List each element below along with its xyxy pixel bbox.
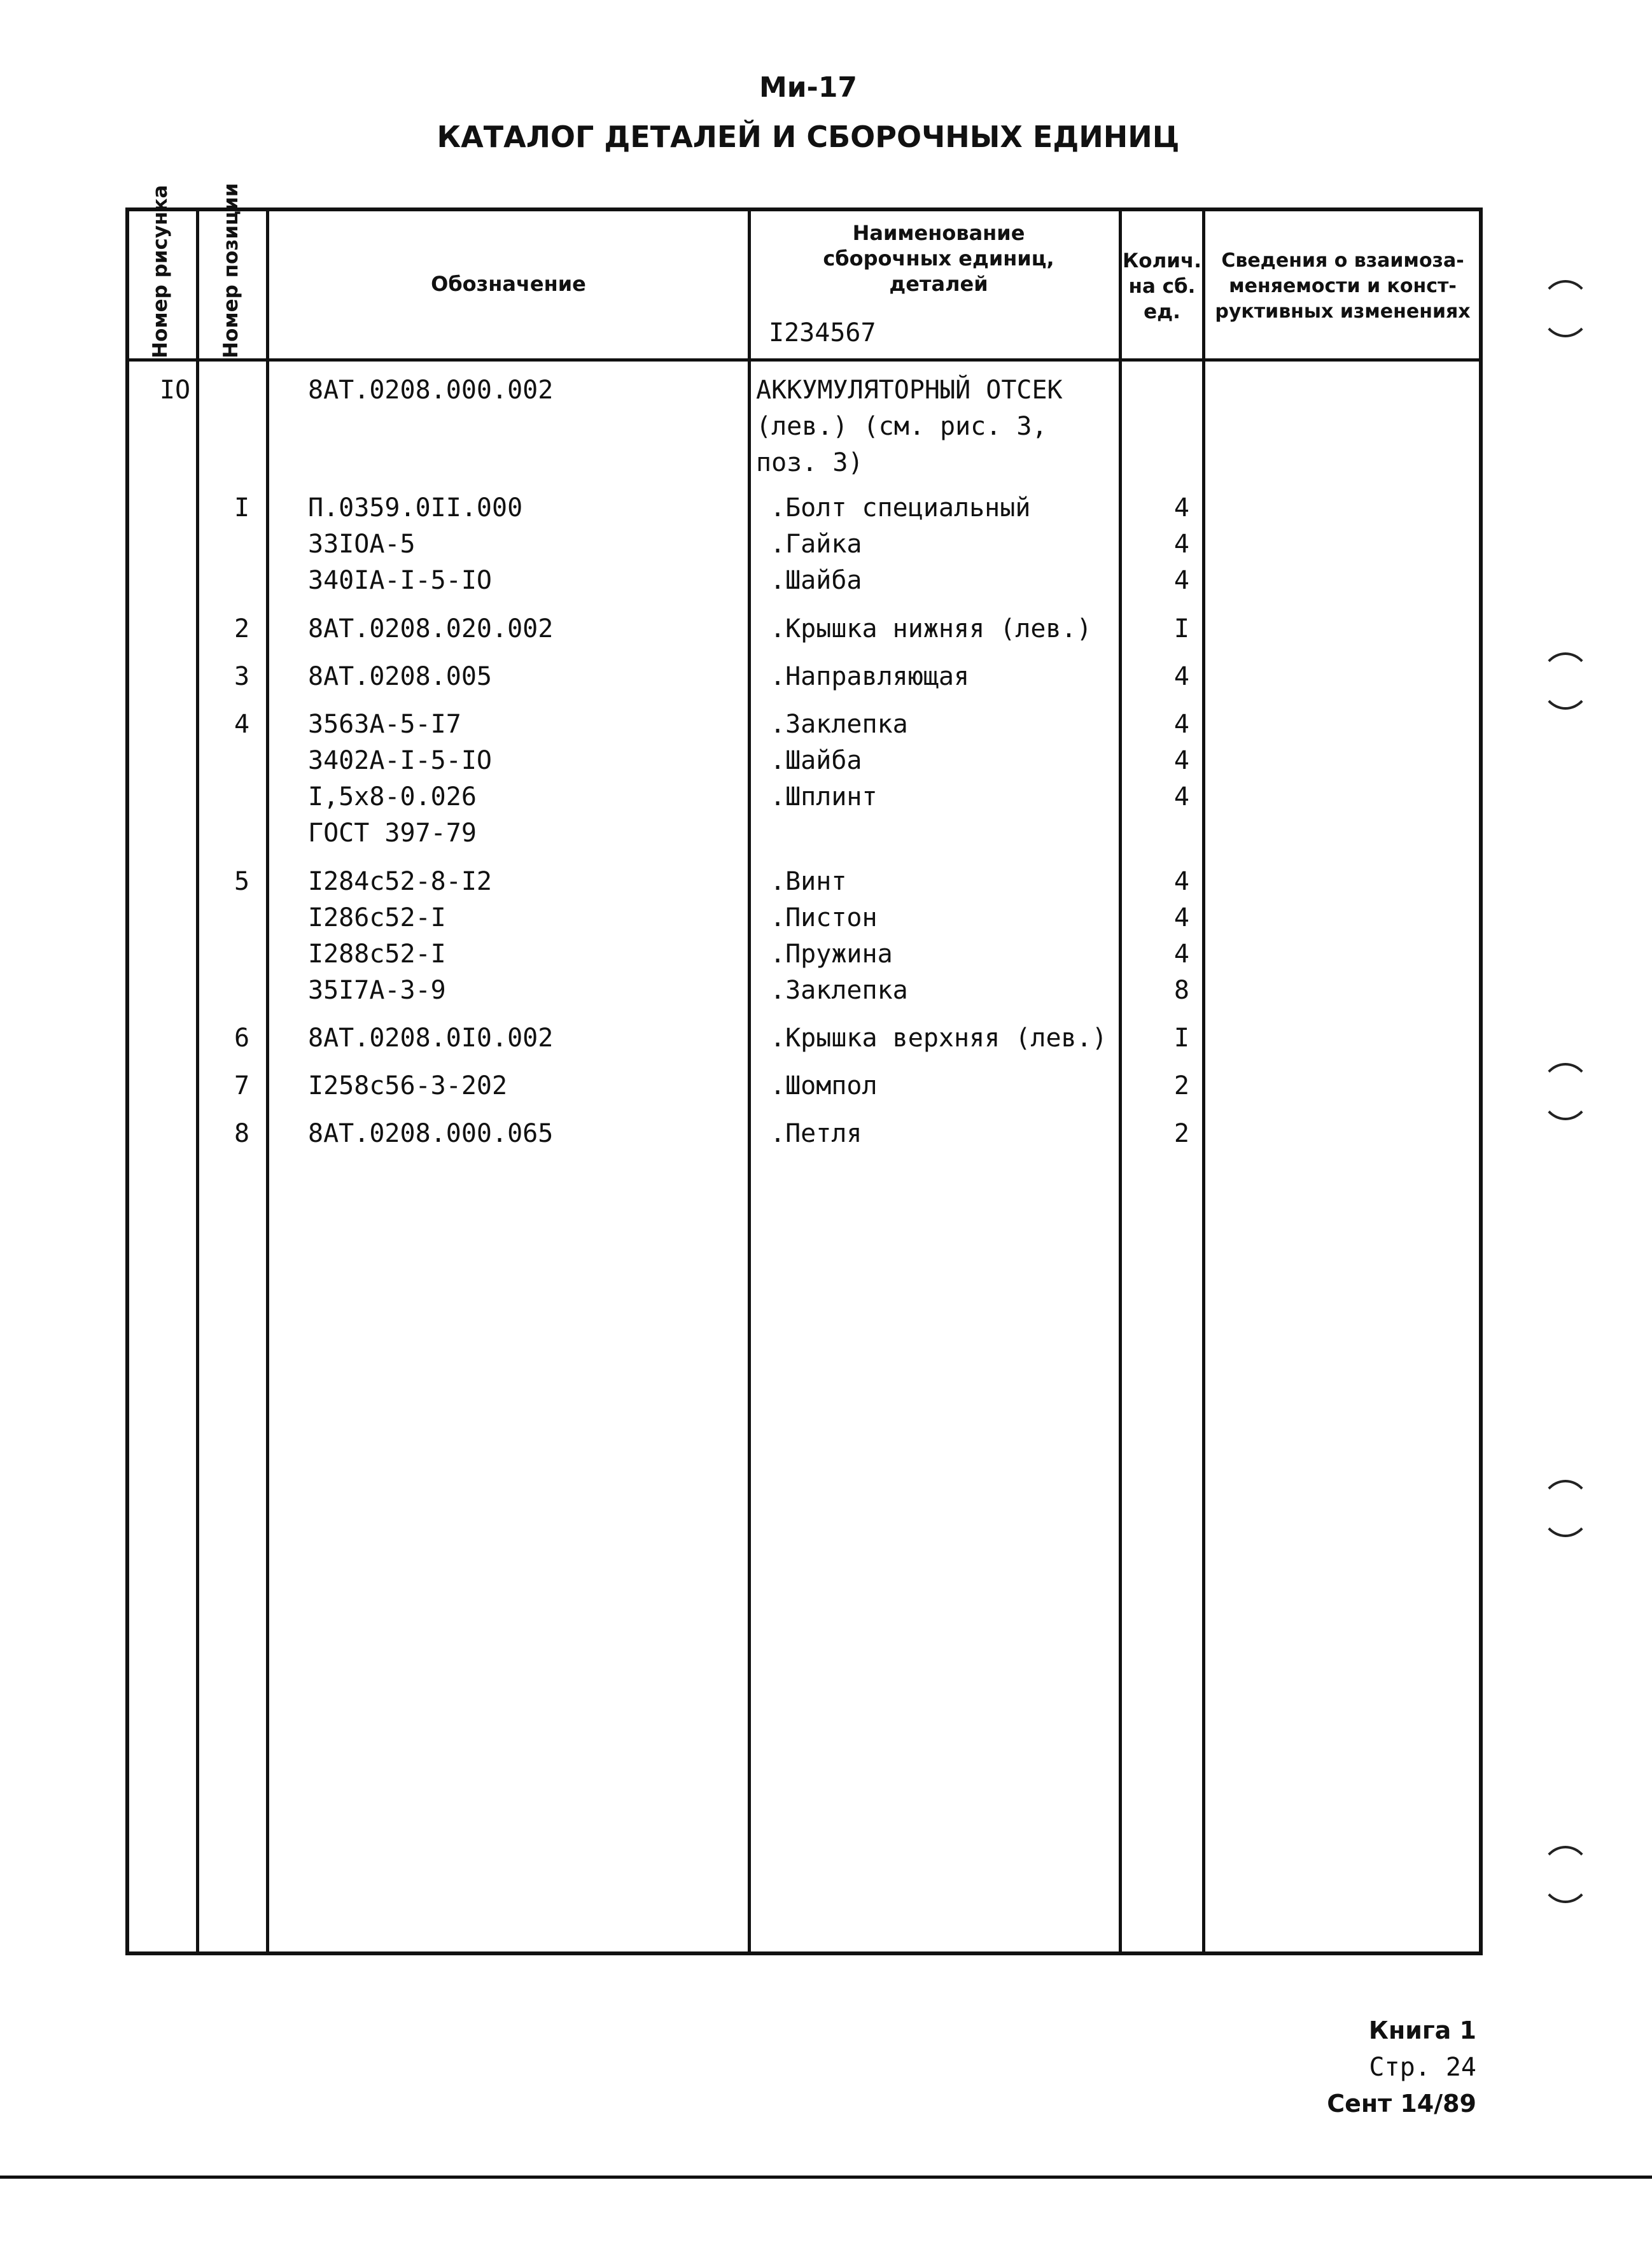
- row-name: .Шайба: [770, 746, 862, 775]
- row-designation: I258c56-3-202: [308, 1071, 508, 1100]
- column-divider: [196, 207, 199, 1955]
- row-name: .Шплинт: [770, 782, 878, 812]
- binder-hole: [1540, 1063, 1591, 1120]
- row-position-no: 4: [234, 710, 250, 739]
- header-divider: [125, 358, 1483, 362]
- binder-hole: [1540, 652, 1591, 710]
- row-designation: I,5x8-0.026: [308, 782, 477, 812]
- row-name: .Направляющая: [770, 662, 970, 691]
- row-designation: 8AT.0208.020.002: [308, 614, 554, 643]
- row-designation: П.0359.0II.000: [308, 493, 523, 523]
- row-name: .Шомпол: [770, 1071, 878, 1100]
- row-position-no: I: [234, 493, 250, 523]
- row-qty: 2: [1173, 1071, 1189, 1100]
- assembly-name-line: АККУМУЛЯТОРНЫЙ ОТСЕК: [756, 376, 1063, 405]
- row-name: .Гайка: [770, 530, 862, 559]
- assembly-name-line: поз. 3): [756, 448, 864, 477]
- row-qty: 4: [1173, 710, 1189, 739]
- row-qty: 4: [1173, 493, 1189, 523]
- row-designation: 340IA-I-5-IO: [308, 566, 492, 595]
- row-position-no: 8: [234, 1119, 250, 1148]
- footer-revision: Сент 14/89: [1327, 2090, 1476, 2118]
- column-divider: [1202, 207, 1205, 1955]
- row-position-no: 2: [234, 614, 250, 643]
- row-qty: 4: [1173, 746, 1189, 775]
- row-name: .Петля: [770, 1119, 862, 1148]
- col-header-name-code: I234567: [769, 318, 876, 348]
- row-name: .Заклепка: [770, 976, 908, 1005]
- row-name: .Шайба: [770, 566, 862, 595]
- row-name: .Крышка верхняя (лев.): [770, 1023, 1107, 1053]
- binder-hole: [1540, 1480, 1591, 1537]
- page-bottom-rule: [0, 2176, 1652, 2179]
- assembly-designation: 8AT.0208.000.002: [308, 376, 554, 405]
- row-qty: 4: [1173, 867, 1189, 896]
- row-designation: I288c52-I: [308, 939, 446, 969]
- row-qty: 4: [1173, 782, 1189, 812]
- row-position-no: 6: [234, 1023, 250, 1053]
- column-divider: [748, 207, 751, 1955]
- row-name: .Болт специальный: [770, 493, 1031, 523]
- row-position-no: 7: [234, 1071, 250, 1100]
- footer-page: Стр. 24: [1369, 2053, 1476, 2082]
- row-qty: 4: [1173, 939, 1189, 969]
- catalog-title: КАТАЛОГ ДЕТАЛЕЙ И СБОРОЧНЫХ ЕДИНИЦ: [437, 120, 1180, 154]
- col-header-figure-no: Номер рисунка: [149, 185, 172, 358]
- row-qty: 4: [1173, 530, 1189, 559]
- row-designation: I284c52-8-I2: [308, 867, 492, 896]
- row-position-no: 5: [234, 867, 250, 896]
- col-header-designation: Обозначение: [431, 272, 586, 296]
- row-designation: 8AT.0208.0I0.002: [308, 1023, 554, 1053]
- row-designation: 33IOA-5: [308, 530, 416, 559]
- assembly-figure-no: IO: [159, 376, 191, 405]
- row-name: .Пружина: [770, 939, 893, 969]
- row-qty: 2: [1173, 1119, 1189, 1148]
- row-designation: 8AT.0208.005: [308, 662, 492, 691]
- row-qty: 4: [1173, 662, 1189, 691]
- row-qty: I: [1173, 614, 1189, 643]
- footer-book: Книга 1: [1368, 2016, 1476, 2044]
- row-designation: I286c52-I: [308, 903, 446, 932]
- row-designation: 8AT.0208.000.065: [308, 1119, 554, 1148]
- row-name: .Крышка нижняя (лев.): [770, 614, 1092, 643]
- row-designation: 3563A-5-I7: [308, 710, 461, 739]
- row-qty: 8: [1173, 976, 1189, 1005]
- row-designation: 35I7A-3-9: [308, 976, 446, 1005]
- binder-hole: [1540, 1846, 1591, 1903]
- col-header-qty: Колич. на сб. ед.: [1122, 250, 1202, 323]
- col-header-position-no: Номер позиции: [220, 183, 242, 358]
- row-name: .Пистон: [770, 903, 878, 932]
- catalog-model: Ми-17: [759, 71, 858, 104]
- row-qty: 4: [1173, 566, 1189, 595]
- col-header-name: Наименование сборочных единиц, деталей: [823, 221, 1054, 296]
- assembly-name-line: (лев.) (см. рис. 3,: [756, 412, 1047, 441]
- row-name: .Винт: [770, 867, 847, 896]
- col-header-notes: Сведения о взаимоза- меняемости и конст- руктивных изменениях: [1215, 250, 1471, 323]
- row-name: .Заклепка: [770, 710, 908, 739]
- row-position-no: 3: [234, 662, 250, 691]
- binder-hole: [1540, 280, 1591, 337]
- row-qty: 4: [1173, 903, 1189, 932]
- row-designation: 3402A-I-5-IO: [308, 746, 492, 775]
- row-designation: ГОСТ 397-79: [308, 819, 477, 848]
- row-qty: I: [1173, 1023, 1189, 1053]
